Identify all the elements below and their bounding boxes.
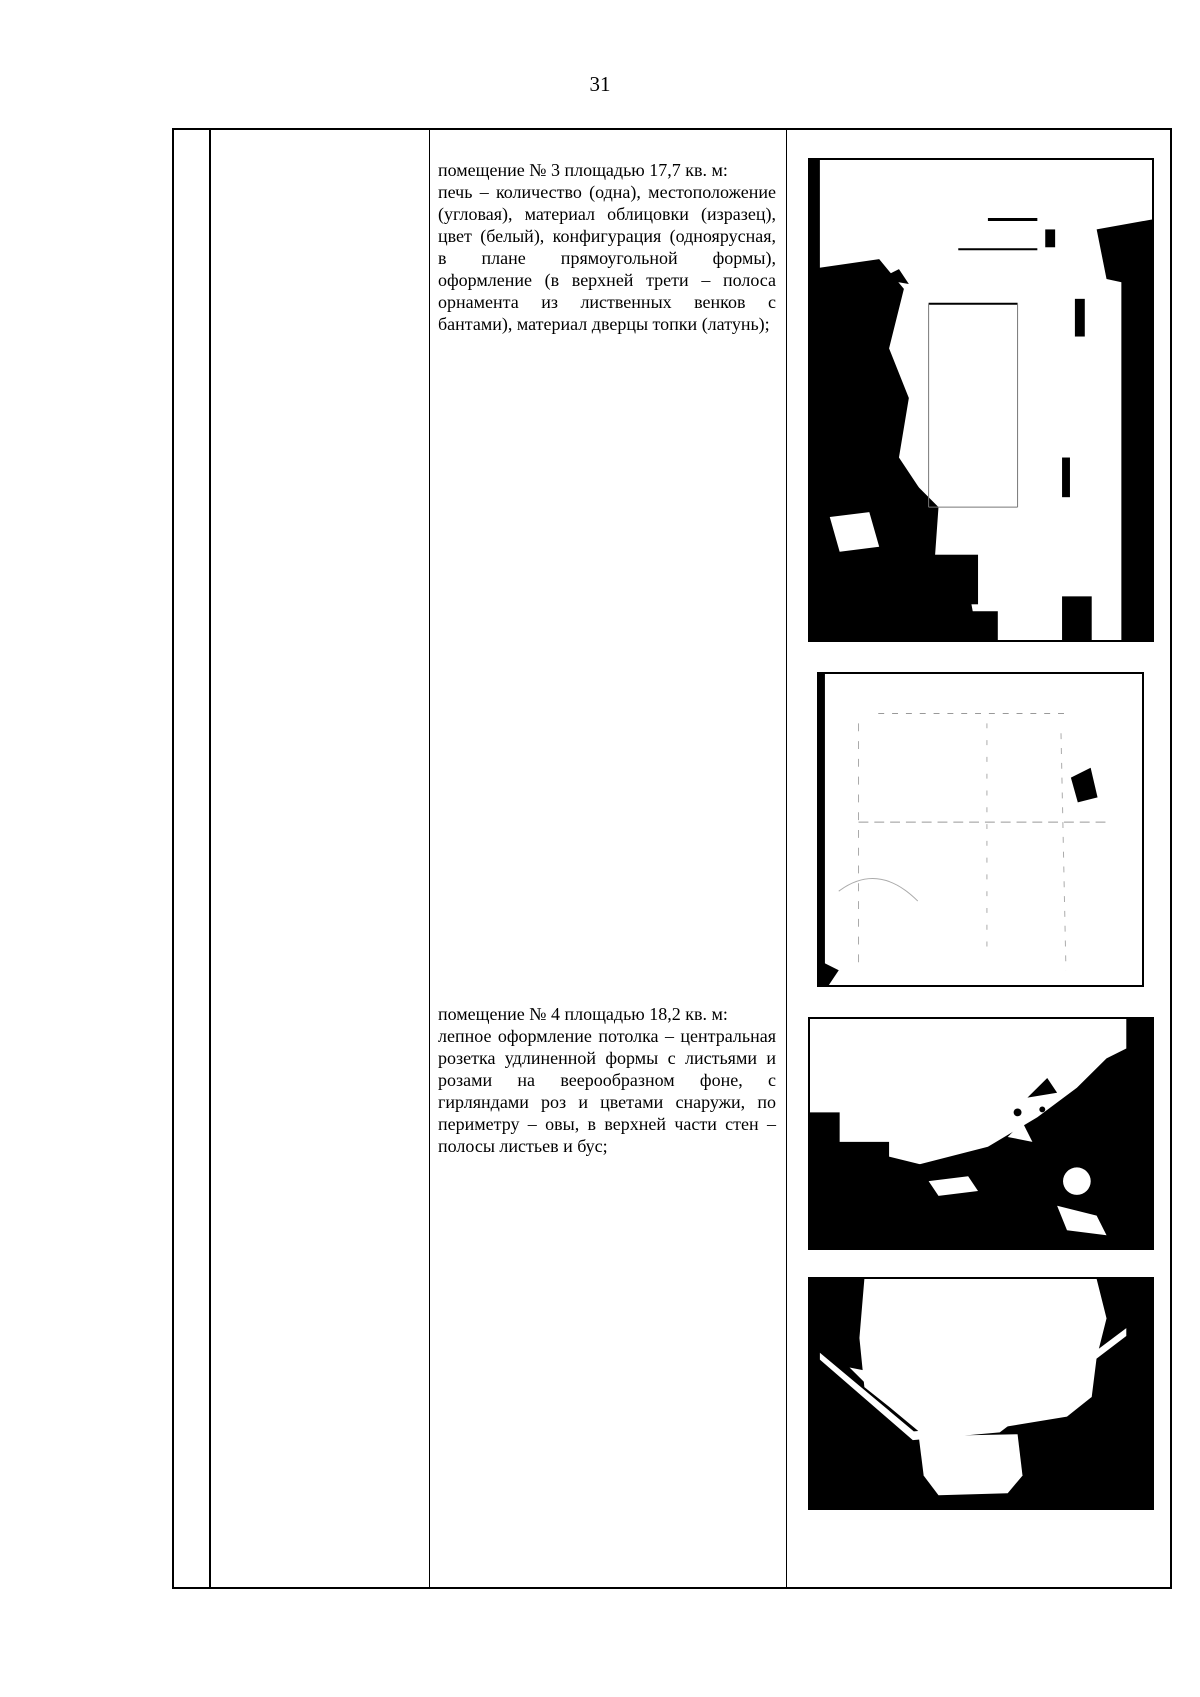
column-divider-2 <box>429 130 430 1587</box>
objects-table <box>172 128 1172 1589</box>
column-divider-1 <box>209 130 211 1587</box>
stove-closeup-photo <box>817 672 1144 987</box>
ceiling-rosette-photo <box>808 1017 1154 1250</box>
room-3-description-cell <box>438 159 776 335</box>
room-4-heading: помещение № 4 площадью 18,2 кв. м: <box>438 1004 728 1024</box>
page-number: 31 <box>589 72 611 96</box>
ceiling-ornament-photo <box>808 1277 1154 1510</box>
room-4-description: лепное оформление потолка – центральная розетка удлиненной формы с листьями и розами на веерообразном фоне, с гирляндами роз и цветами снаружи, по периметру – овы, в верхней части стен – полосы листьев и бус; <box>438 1026 776 1156</box>
column-divider-3 <box>786 130 787 1587</box>
room-4-description-cell <box>438 1003 776 1157</box>
room-3-heading: помещение № 3 площадью 17,7 кв. м: <box>438 160 728 180</box>
stove-photo <box>808 158 1154 642</box>
room-3-description: печь – количество (одна), местоположение (угловая), материал облицовки (изразец), цвет (белый), конфигурация (одноярусная, в плане прямоугольной формы), оформление (в верхней трети – полоса орнамента из лиственных венков с бантами), материал дверцы топки (латунь); <box>438 182 776 334</box>
